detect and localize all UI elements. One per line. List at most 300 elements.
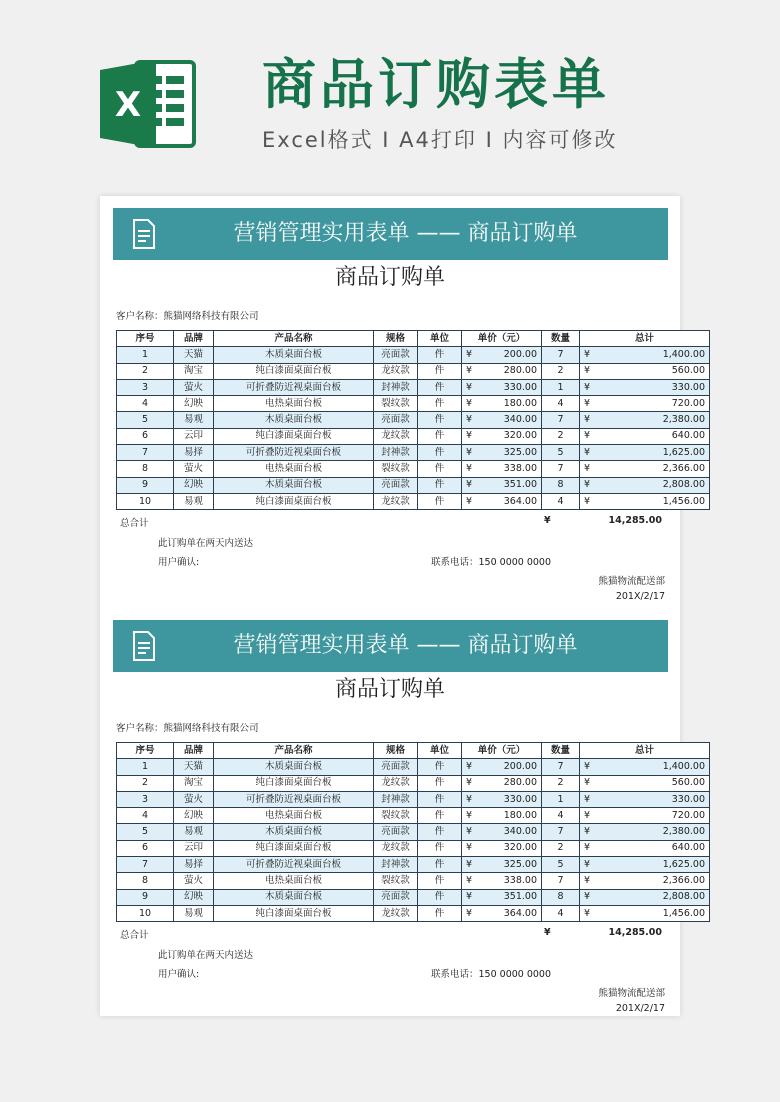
currency-symbol: ¥ [466, 875, 473, 887]
table-row [117, 412, 710, 428]
cell-spec: 龙纹款 [374, 363, 418, 379]
total-value: 720.00 [671, 397, 705, 409]
cell-total [580, 477, 710, 493]
table-row [117, 759, 710, 775]
cell-price [462, 775, 542, 791]
cell-product: 电热桌面台板 [214, 461, 374, 477]
cell-product: 纯白漆面桌面台板 [214, 775, 374, 791]
cell-total [580, 873, 710, 889]
cell-brand: 淘宝 [174, 363, 214, 379]
currency-symbol: ¥ [584, 397, 591, 409]
table-row [117, 396, 710, 412]
cell-qty: 7 [542, 347, 580, 363]
grand-total-value: 14,285.00 [608, 515, 662, 526]
cell-unit: 件 [418, 808, 462, 824]
column-header: 规格 [374, 743, 418, 759]
department: 熊猫物流配送部 [598, 576, 665, 587]
price-value: 325.00 [503, 446, 537, 458]
form-date: 201X/2/17 [615, 591, 665, 602]
cell-spec: 亮面款 [374, 889, 418, 905]
price-value: 340.00 [503, 826, 537, 838]
currency-symbol: ¥ [466, 842, 473, 854]
currency-symbol: ¥ [466, 381, 473, 393]
cell-spec: 亮面款 [374, 412, 418, 428]
table-row [117, 477, 710, 493]
cell-no: 9 [117, 477, 174, 493]
cell-spec: 亮面款 [374, 477, 418, 493]
price-value: 330.00 [503, 381, 537, 393]
cell-unit: 件 [418, 775, 462, 791]
column-header: 品牌 [174, 331, 214, 347]
total-value: 2,380.00 [662, 414, 705, 426]
cell-qty: 4 [542, 808, 580, 824]
cell-brand: 萤火 [174, 379, 214, 395]
cell-unit: 件 [418, 428, 462, 444]
cell-brand: 幻映 [174, 477, 214, 493]
cell-brand: 幻映 [174, 396, 214, 412]
cell-unit: 件 [418, 791, 462, 807]
cell-qty: 2 [542, 840, 580, 856]
column-header: 总计 [580, 743, 710, 759]
cell-price [462, 905, 542, 921]
cell-brand: 萤火 [174, 461, 214, 477]
customer-name: 客户名称：熊猫网络科技有限公司 [116, 311, 259, 322]
total-value: 560.00 [671, 777, 705, 789]
currency-symbol: ¥ [544, 515, 551, 526]
cell-brand: 云印 [174, 428, 214, 444]
currency-symbol: ¥ [466, 809, 473, 821]
cell-price [462, 445, 542, 461]
currency-symbol: ¥ [466, 858, 473, 870]
cell-price [462, 347, 542, 363]
cell-unit: 件 [418, 363, 462, 379]
total-value: 560.00 [671, 365, 705, 377]
table-row [117, 840, 710, 856]
banner-title: 营销管理实用表单 —— 商品订购单 [233, 221, 578, 246]
cell-no: 4 [117, 396, 174, 412]
price-value: 280.00 [503, 365, 537, 377]
cell-no: 7 [117, 857, 174, 873]
cell-price [462, 889, 542, 905]
total-value: 2,808.00 [662, 891, 705, 903]
cell-price [462, 759, 542, 775]
contact-phone: 联系电话：150 0000 0000 [431, 557, 552, 568]
currency-symbol: ¥ [466, 826, 473, 838]
cell-brand: 幻映 [174, 808, 214, 824]
delivery-note: 此订购单在两天内送达 [158, 538, 254, 549]
cell-unit: 件 [418, 493, 462, 509]
cell-unit: 件 [418, 445, 462, 461]
cell-product: 可折叠防近视桌面台板 [214, 857, 374, 873]
currency-symbol: ¥ [584, 858, 591, 870]
price-value: 338.00 [503, 463, 537, 475]
price-value: 180.00 [503, 397, 537, 409]
currency-symbol: ¥ [466, 777, 473, 789]
column-header: 产品名称 [214, 331, 374, 347]
cell-unit: 件 [418, 759, 462, 775]
currency-symbol: ¥ [466, 365, 473, 377]
cell-no: 2 [117, 363, 174, 379]
cell-no: 8 [117, 873, 174, 889]
cell-total [580, 775, 710, 791]
cell-spec: 裂纹款 [374, 461, 418, 477]
cell-brand: 易观 [174, 905, 214, 921]
column-header: 数量 [542, 331, 580, 347]
cell-no: 10 [117, 905, 174, 921]
column-header: 数量 [542, 743, 580, 759]
cell-no: 3 [117, 791, 174, 807]
cell-qty: 1 [542, 379, 580, 395]
table-row [117, 857, 710, 873]
banner [113, 620, 668, 672]
cell-unit: 件 [418, 840, 462, 856]
cell-qty: 5 [542, 857, 580, 873]
cell-total [580, 840, 710, 856]
currency-symbol: ¥ [466, 414, 473, 426]
price-value: 340.00 [503, 414, 537, 426]
cell-no: 2 [117, 775, 174, 791]
orders-table [116, 742, 710, 922]
cell-qty: 7 [542, 461, 580, 477]
cell-brand: 易择 [174, 857, 214, 873]
price-value: 200.00 [503, 760, 537, 772]
document-sheet [100, 196, 705, 1016]
excel-icon [98, 56, 198, 152]
table-header-row [117, 743, 710, 759]
cell-price [462, 428, 542, 444]
table-row [117, 428, 710, 444]
price-value: 364.00 [503, 907, 537, 919]
cell-brand: 萤火 [174, 791, 214, 807]
form-title: 商品订购单 [334, 265, 445, 290]
table-row [117, 363, 710, 379]
price-value: 351.00 [503, 891, 537, 903]
total-value: 2,366.00 [662, 463, 705, 475]
table-row [117, 445, 710, 461]
cell-total [580, 808, 710, 824]
cell-product: 电热桌面台板 [214, 873, 374, 889]
cell-no: 9 [117, 889, 174, 905]
cell-qty: 7 [542, 412, 580, 428]
table-row [117, 808, 710, 824]
orders-table [116, 330, 710, 510]
cell-spec: 封神款 [374, 791, 418, 807]
cell-brand: 云印 [174, 840, 214, 856]
cell-total [580, 824, 710, 840]
currency-symbol: ¥ [584, 381, 591, 393]
cell-total [580, 412, 710, 428]
currency-symbol: ¥ [584, 842, 591, 854]
banner-title: 营销管理实用表单 —— 商品订购单 [233, 633, 578, 658]
table-row [117, 905, 710, 921]
table-header-row [117, 331, 710, 347]
table-row [117, 461, 710, 477]
cell-product: 电热桌面台板 [214, 396, 374, 412]
price-value: 325.00 [503, 858, 537, 870]
cell-price [462, 791, 542, 807]
table-row [117, 379, 710, 395]
cell-brand: 易观 [174, 412, 214, 428]
cell-product: 可折叠防近视桌面台板 [214, 445, 374, 461]
cell-brand: 易择 [174, 445, 214, 461]
currency-symbol: ¥ [466, 760, 473, 772]
price-value: 200.00 [503, 348, 537, 360]
cell-spec: 封神款 [374, 445, 418, 461]
price-value: 330.00 [503, 793, 537, 805]
currency-symbol: ¥ [584, 760, 591, 772]
cell-no: 3 [117, 379, 174, 395]
total-value: 330.00 [671, 381, 705, 393]
cell-price [462, 873, 542, 889]
price-value: 351.00 [503, 479, 537, 491]
cell-product: 可折叠防近视桌面台板 [214, 379, 374, 395]
currency-symbol: ¥ [584, 875, 591, 887]
total-value: 1,456.00 [662, 495, 705, 507]
cell-qty: 7 [542, 824, 580, 840]
total-value: 1,400.00 [662, 348, 705, 360]
table-row [117, 493, 710, 509]
cell-product: 纯白漆面桌面台板 [214, 493, 374, 509]
cell-price [462, 363, 542, 379]
cell-product: 木质桌面台板 [214, 477, 374, 493]
currency-symbol: ¥ [584, 430, 591, 442]
cell-product: 木质桌面台板 [214, 412, 374, 428]
cell-total [580, 363, 710, 379]
cell-unit: 件 [418, 347, 462, 363]
excel-logo-letter: X [114, 85, 142, 125]
cell-unit: 件 [418, 461, 462, 477]
total-value: 1,400.00 [662, 760, 705, 772]
cell-spec: 裂纹款 [374, 873, 418, 889]
currency-symbol: ¥ [584, 446, 591, 458]
contact-phone: 联系电话：150 0000 0000 [431, 969, 552, 980]
table-row [117, 889, 710, 905]
cell-price [462, 461, 542, 477]
table-row [117, 347, 710, 363]
order-form-1 [100, 196, 705, 606]
currency-symbol: ¥ [584, 907, 591, 919]
cell-no: 7 [117, 445, 174, 461]
cell-product: 纯白漆面桌面台板 [214, 905, 374, 921]
price-value: 364.00 [503, 495, 537, 507]
cell-brand: 易观 [174, 493, 214, 509]
currency-symbol: ¥ [466, 479, 473, 491]
total-value: 330.00 [671, 793, 705, 805]
cell-price [462, 808, 542, 824]
cell-unit: 件 [418, 824, 462, 840]
currency-symbol: ¥ [584, 826, 591, 838]
currency-symbol: ¥ [466, 907, 473, 919]
cell-unit: 件 [418, 873, 462, 889]
currency-symbol: ¥ [584, 348, 591, 360]
column-header: 序号 [117, 331, 174, 347]
cell-price [462, 824, 542, 840]
cell-brand: 天猫 [174, 759, 214, 775]
cell-qty: 5 [542, 445, 580, 461]
cell-product: 木质桌面台板 [214, 347, 374, 363]
cell-product: 纯白漆面桌面台板 [214, 840, 374, 856]
delivery-note: 此订购单在两天内送达 [158, 950, 254, 961]
cell-spec: 龙纹款 [374, 905, 418, 921]
grand-total-label: 总合计 [120, 518, 149, 529]
cell-spec: 裂纹款 [374, 808, 418, 824]
price-value: 320.00 [503, 430, 537, 442]
column-header: 总计 [580, 331, 710, 347]
cell-no: 1 [117, 759, 174, 775]
cell-spec: 亮面款 [374, 347, 418, 363]
currency-symbol: ¥ [584, 495, 591, 507]
cell-total [580, 428, 710, 444]
currency-symbol: ¥ [584, 463, 591, 475]
cell-spec: 龙纹款 [374, 428, 418, 444]
currency-symbol: ¥ [584, 891, 591, 903]
table-row [117, 791, 710, 807]
banner [113, 208, 668, 260]
cell-no: 6 [117, 428, 174, 444]
cell-spec: 龙纹款 [374, 775, 418, 791]
currency-symbol: ¥ [584, 793, 591, 805]
price-value: 338.00 [503, 875, 537, 887]
cell-unit: 件 [418, 412, 462, 428]
cell-qty: 7 [542, 873, 580, 889]
cell-qty: 8 [542, 889, 580, 905]
currency-symbol: ¥ [466, 446, 473, 458]
cell-no: 5 [117, 824, 174, 840]
currency-symbol: ¥ [466, 348, 473, 360]
cell-spec: 裂纹款 [374, 396, 418, 412]
cell-qty: 2 [542, 363, 580, 379]
cell-price [462, 840, 542, 856]
cell-price [462, 396, 542, 412]
cell-product: 可折叠防近视桌面台板 [214, 791, 374, 807]
column-header: 品牌 [174, 743, 214, 759]
cell-price [462, 857, 542, 873]
cell-product: 木质桌面台板 [214, 824, 374, 840]
cell-spec: 龙纹款 [374, 840, 418, 856]
cell-unit: 件 [418, 905, 462, 921]
cell-product: 纯白漆面桌面台板 [214, 428, 374, 444]
cell-product: 木质桌面台板 [214, 759, 374, 775]
grand-total-row [116, 925, 668, 941]
column-header: 单价（元） [462, 743, 542, 759]
cell-brand: 淘宝 [174, 775, 214, 791]
cell-qty: 4 [542, 493, 580, 509]
cell-no: 6 [117, 840, 174, 856]
user-confirm-label: 用户确认: [158, 557, 200, 568]
total-value: 640.00 [671, 842, 705, 854]
total-value: 2,380.00 [662, 826, 705, 838]
price-value: 180.00 [503, 809, 537, 821]
total-value: 720.00 [671, 809, 705, 821]
cell-qty: 4 [542, 905, 580, 921]
cell-no: 1 [117, 347, 174, 363]
grand-total-label: 总合计 [120, 930, 149, 941]
cell-total [580, 889, 710, 905]
total-value: 2,808.00 [662, 479, 705, 491]
cell-unit: 件 [418, 857, 462, 873]
form-date: 201X/2/17 [615, 1003, 665, 1014]
total-value: 2,366.00 [662, 875, 705, 887]
column-header: 单位 [418, 743, 462, 759]
cell-no: 10 [117, 493, 174, 509]
table-row [117, 775, 710, 791]
cell-price [462, 493, 542, 509]
cell-total [580, 759, 710, 775]
cell-spec: 封神款 [374, 379, 418, 395]
form-title: 商品订购单 [334, 677, 445, 702]
customer-name: 客户名称：熊猫网络科技有限公司 [116, 723, 259, 734]
cell-unit: 件 [418, 396, 462, 412]
currency-symbol: ¥ [584, 414, 591, 426]
price-value: 280.00 [503, 777, 537, 789]
cell-price [462, 379, 542, 395]
currency-symbol: ¥ [466, 891, 473, 903]
cell-total [580, 461, 710, 477]
cell-total [580, 445, 710, 461]
cell-no: 8 [117, 461, 174, 477]
hero-header [0, 0, 780, 195]
cell-total [580, 857, 710, 873]
cell-brand: 易观 [174, 824, 214, 840]
hero-subtitle: Excel格式 I A4打印 I 内容可修改 [262, 128, 618, 152]
cell-total [580, 905, 710, 921]
currency-symbol: ¥ [466, 495, 473, 507]
grand-total-value: 14,285.00 [608, 927, 662, 938]
user-confirm-label: 用户确认: [158, 969, 200, 980]
total-value: 1,625.00 [662, 858, 705, 870]
cell-unit: 件 [418, 477, 462, 493]
cell-total [580, 493, 710, 509]
cell-qty: 4 [542, 396, 580, 412]
currency-symbol: ¥ [584, 365, 591, 377]
column-header: 单价（元） [462, 331, 542, 347]
cell-total [580, 379, 710, 395]
cell-spec: 龙纹款 [374, 493, 418, 509]
cell-total [580, 347, 710, 363]
cell-brand: 幻映 [174, 889, 214, 905]
currency-symbol: ¥ [584, 809, 591, 821]
hero-title: 商品订购表单 [262, 53, 610, 116]
price-value: 320.00 [503, 842, 537, 854]
cell-qty: 8 [542, 477, 580, 493]
cell-qty: 2 [542, 775, 580, 791]
total-value: 1,625.00 [662, 446, 705, 458]
currency-symbol: ¥ [584, 777, 591, 789]
cell-no: 4 [117, 808, 174, 824]
cell-brand: 天猫 [174, 347, 214, 363]
cell-qty: 1 [542, 791, 580, 807]
currency-symbol: ¥ [466, 793, 473, 805]
cell-total [580, 791, 710, 807]
grand-total-row [116, 513, 668, 529]
currency-symbol: ¥ [466, 397, 473, 409]
currency-symbol: ¥ [584, 479, 591, 491]
currency-symbol: ¥ [466, 430, 473, 442]
column-header: 序号 [117, 743, 174, 759]
currency-symbol: ¥ [544, 927, 551, 938]
total-value: 640.00 [671, 430, 705, 442]
cell-product: 木质桌面台板 [214, 889, 374, 905]
cell-product: 纯白漆面桌面台板 [214, 363, 374, 379]
cell-qty: 7 [542, 759, 580, 775]
cell-price [462, 477, 542, 493]
total-value: 1,456.00 [662, 907, 705, 919]
cell-qty: 2 [542, 428, 580, 444]
column-header: 产品名称 [214, 743, 374, 759]
cell-price [462, 412, 542, 428]
cell-unit: 件 [418, 379, 462, 395]
cell-unit: 件 [418, 889, 462, 905]
